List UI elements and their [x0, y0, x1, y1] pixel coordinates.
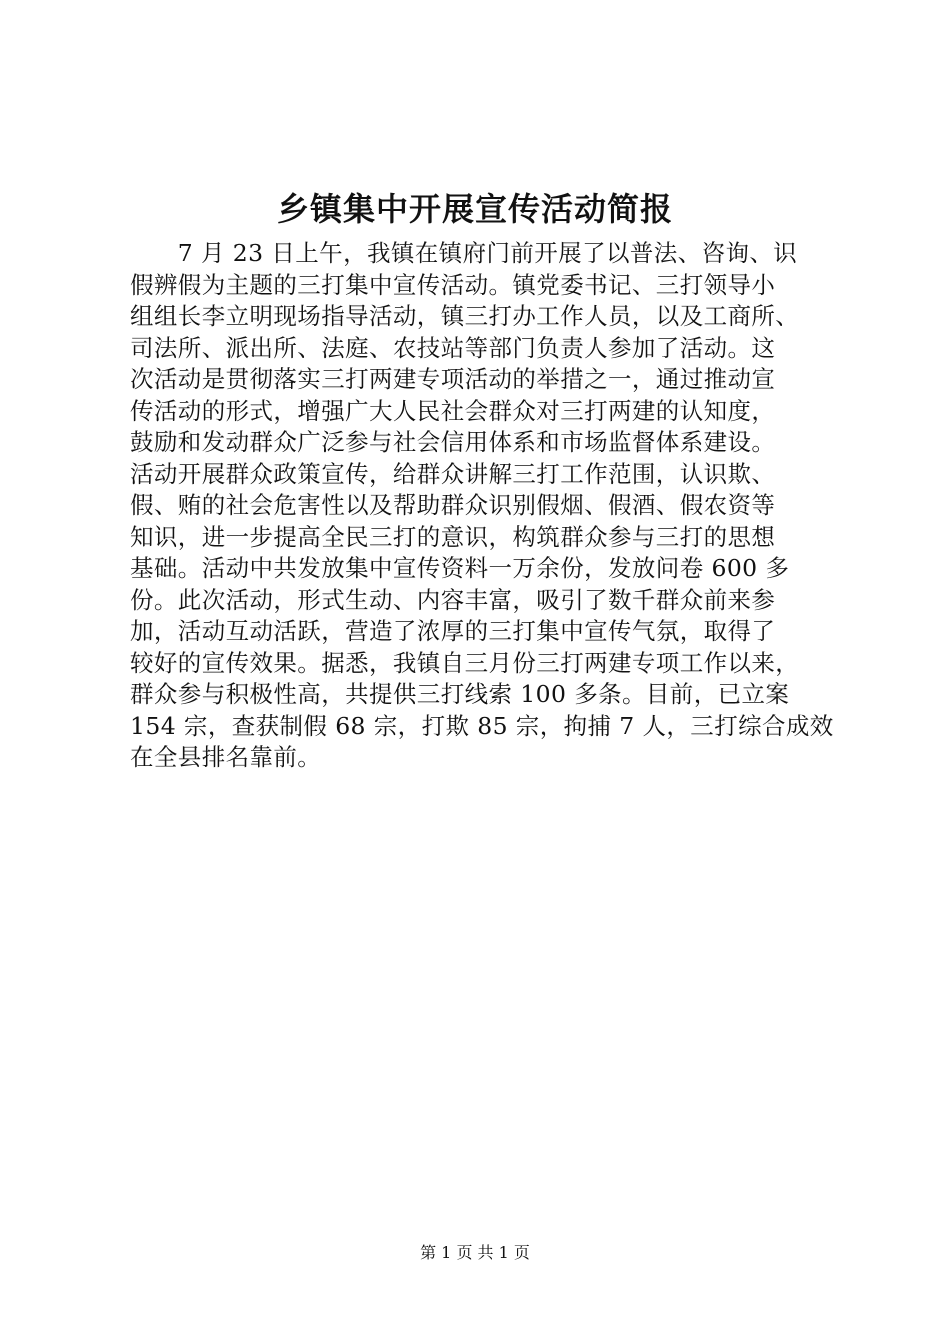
body-line: 在全县排名靠前。 [130, 743, 322, 771]
body-line: 154 宗，查获制假 68 宗，打欺 85 宗，拘捕 7 人，三打综合成效 [130, 711, 834, 740]
body-line: 鼓励和发动群众广泛参与社会信用体系和市场监督体系建设。 [130, 428, 776, 456]
body-line: 群众参与积极性高，共提供三打线索 100 多条。目前，已立案 [130, 680, 790, 708]
body-line: 基础。活动中共发放集中宣传资料一万余份，发放问卷 600 多 [130, 554, 790, 582]
body-line: 活动开展群众政策宣传，给群众讲解三打工作范围，认识欺、 [130, 459, 776, 488]
body-line: 传活动的形式，增强广大人民社会群众对三打两建的认知度， [130, 396, 776, 425]
body-line: 次活动是贯彻落实三打两建专项活动的举措之一，通过推动宣 [130, 365, 776, 393]
document-title: 乡镇集中开展宣传活动简报 [276, 190, 673, 228]
body-line: 组组长李立明现场指导活动，镇三打办工作人员，以及工商所、 [130, 302, 800, 330]
body-line: 加，活动互动活跃，营造了浓厚的三打集中宣传气氛，取得了 [130, 617, 776, 645]
body-line: 较好的宣传效果。据悉，我镇自三月份三打两建专项工作以来， [130, 648, 800, 677]
page-number: 第 1 页 共 1 页 [420, 1243, 530, 1262]
body-line: 7 月 23 日上午，我镇在镇府门前开展了以普法、咨询、识 [130, 239, 798, 267]
body-line: 假、贿的社会危害性以及帮助群众识别假烟、假酒、假农资等 [130, 491, 776, 519]
body-line: 份。此次活动，形式生动、内容丰富，吸引了数千群众前来参 [130, 585, 776, 614]
document-body [130, 238, 834, 774]
body-line: 司法所、派出所、法庭、农技站等部门负责人参加了活动。这 [130, 333, 776, 362]
page-footer [0, 1243, 950, 1263]
body-line: 假辨假为主题的三打集中宣传活动。镇党委书记、三打领导小 [130, 270, 776, 299]
body-line: 知识，进一步提高全民三打的意识，构筑群众参与三打的思想 [130, 522, 776, 551]
